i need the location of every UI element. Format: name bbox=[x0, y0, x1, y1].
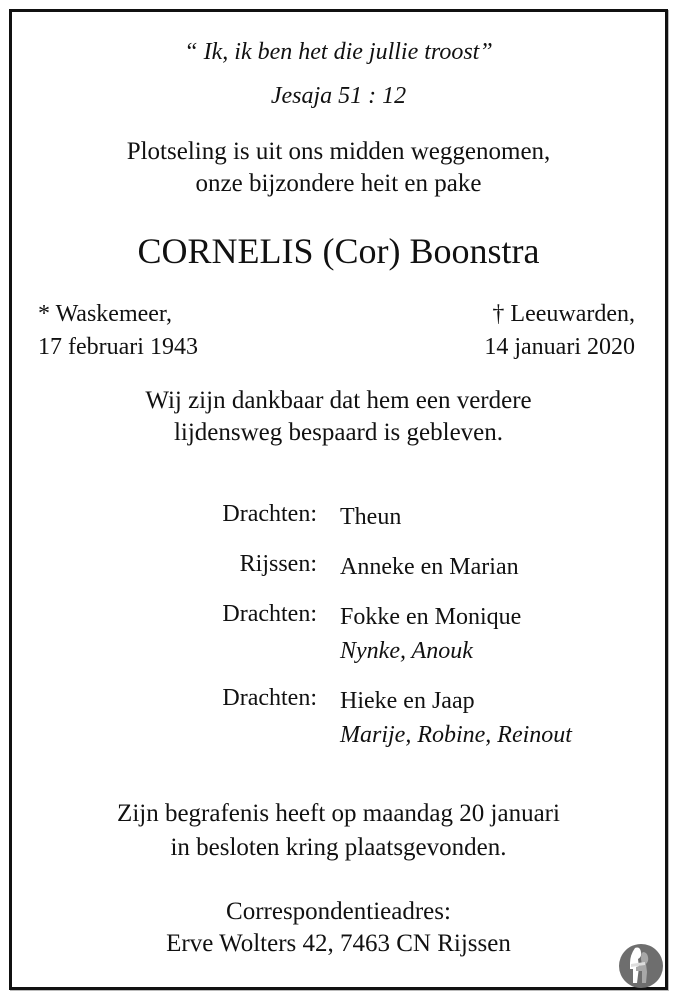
family-place: Drachten: bbox=[222, 601, 317, 627]
birth-place: * Waskemeer, bbox=[38, 301, 172, 327]
grandchildren-names: Marije, Robine, Reinout bbox=[340, 722, 572, 748]
deceased-name: CORNELIS (Cor) Boonstra bbox=[137, 231, 540, 271]
intro-line-2: onze bijzondere heit en pake bbox=[195, 170, 482, 197]
family-names: Theun bbox=[340, 504, 402, 530]
family-names: Fokke en Monique bbox=[340, 604, 522, 630]
funeral-line-2: in besloten kring plaatsgevonden. bbox=[170, 834, 507, 861]
gratitude-line-1: Wij zijn dankbaar dat hem een verdere bbox=[145, 387, 532, 414]
intro-line-1: Plotseling is uit ons midden weggenomen, bbox=[126, 138, 551, 165]
gratitude-line-2: lijdensweg bespaard is gebleven. bbox=[173, 419, 504, 446]
family-names: Anneke en Marian bbox=[340, 554, 519, 580]
embracing-figures-logo-icon bbox=[617, 940, 665, 988]
family-place: Drachten: bbox=[222, 685, 317, 711]
bible-reference: Jesaja 51 : 12 bbox=[270, 83, 407, 109]
family-place: Rijssen: bbox=[239, 551, 317, 577]
family-place: Drachten: bbox=[222, 501, 317, 527]
grandchildren-names: Nynke, Anouk bbox=[340, 638, 473, 664]
death-date: 14 januari 2020 bbox=[484, 334, 635, 360]
correspondence-label: Correspondentieadres: bbox=[226, 898, 451, 925]
family-names: Hieke en Jaap bbox=[340, 688, 475, 714]
birth-date: 17 februari 1943 bbox=[38, 334, 198, 360]
bible-quote: “ Ik, ik ben het die jullie troost” bbox=[184, 39, 493, 65]
correspondence-address: Erve Wolters 42, 7463 CN Rijssen bbox=[166, 930, 511, 957]
funeral-line-1: Zijn begrafenis heeft op maandag 20 januari bbox=[117, 800, 560, 827]
death-place: † Leeuwarden, bbox=[492, 301, 635, 327]
